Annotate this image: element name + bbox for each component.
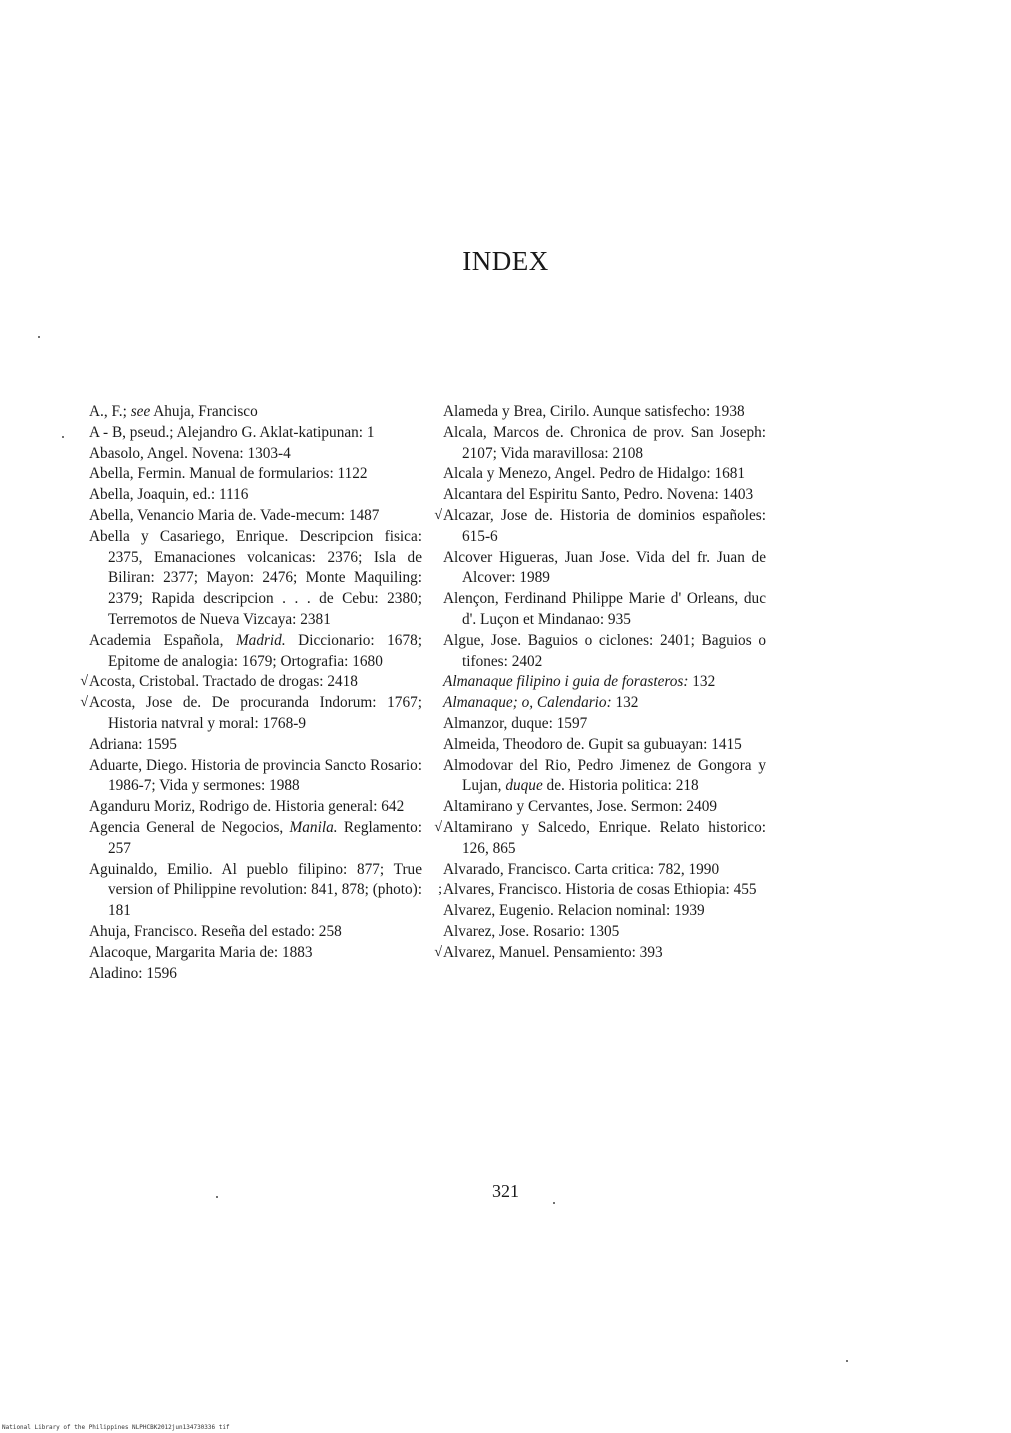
index-entry [443,693,766,714]
index-entry [443,548,766,590]
index-entry [89,485,422,506]
index-entry [443,672,766,693]
scan-footer: National Library of the Philippines NLPHCBK2012jun134730336 tif [2,1424,230,1431]
index-entry-text: Aladino: 1596 [89,964,177,982]
index-entry-text: Abella, Joaquin, ed.: 1116 [89,486,249,504]
index-entry [443,631,766,673]
scan-speck [216,1196,218,1198]
index-column-left [80,402,422,984]
index-entry [89,818,422,860]
index-entry-text: Alvares, Francisco. Historia de cosas Ethiopia: 455 [443,881,757,899]
index-entry [80,672,422,693]
index-entry-text: Agencia General de Negocios, Manila. Reglamento: 257 [89,818,422,857]
index-entry [443,589,766,631]
index-entry [89,527,422,631]
index-entry-text: Altamirano y Cervantes, Jose. Sermon: 2409 [443,798,718,816]
index-entry-text: Alcantara del Espiritu Santo, Pedro. Novena: 1403 [443,486,754,504]
index-entry [443,464,766,485]
index-entry-text: Alvarez, Manuel. Pensamiento: 393 [443,943,663,961]
index-entry [443,402,766,423]
index-entry [89,423,422,444]
index-entry [89,922,422,943]
index-entry [443,922,766,943]
index-entry-text: Alacoque, Margarita Maria de: 1883 [89,943,313,961]
index-entry [89,506,422,527]
check-mark-annotation: √ [80,695,88,711]
index-entry [89,756,422,798]
index-entry [80,693,422,735]
index-entry [434,818,766,860]
index-entry [443,860,766,881]
index-entry [434,506,766,548]
index-entry [443,735,766,756]
index-entry-text: Algue, Jose. Baguios o ciclones: 2401; Baguios o tifones: 2402 [443,631,766,670]
page-number: 321 [492,1181,519,1201]
index-entry [443,756,766,798]
index-entry-text: Adriana: 1595 [89,735,177,753]
check-mark-annotation: √ [434,819,442,835]
index-entry [89,631,422,673]
index-entry [89,797,422,818]
index-entry-text: Alvarez, Eugenio. Relacion nominal: 1939 [443,902,705,920]
page-title: INDEX [462,246,549,276]
index-entry-text: Almanaque; o, Calendario: 132 [443,694,639,712]
index-entry-text: Alcover Higueras, Juan Jose. Vida del fr. Juan de Alcover: 1989 [443,548,766,587]
index-entry-text: Alameda y Brea, Cirilo. Aunque satisfecho: 1938 [443,403,745,420]
index-entry-text: Alcala y Menezo, Angel. Pedro de Hidalgo: 1681 [443,465,746,483]
scan-speck [38,336,40,338]
index-entry-text: A., F.; see Ahuja, Francisco [89,403,258,420]
index-entry [443,423,766,465]
index-entry-text: Abella y Casariego, Enrique. Descripcion fisica: 2375, Emanaciones volcanicas: 2376; Isla de Biliran: 2377; Mayon: 2476; Monte Maquiling: 2379; Rapida descripcion . . . de Cebu: 2380; Terremotos de Nueva Vizcaya: 2381 [89,527,422,628]
check-mark-annotation: ; [438,882,442,898]
scan-speck [62,436,64,438]
index-entry [89,735,422,756]
index-entry-text: Acosta, Cristobal. Tractado de drogas: 2418 [89,673,358,691]
index-entry-text: Almeida, Theodoro de. Gupit sa gubuayan: 1415 [443,735,742,753]
index-entry-text: Abella, Fermin. Manual de formularios: 1122 [89,465,368,483]
index-entry [443,714,766,735]
index-entry-text: Altamirano y Salcedo, Enrique. Relato historico: 126, 865 [443,818,766,857]
index-entry [434,943,766,964]
index-entry [89,943,422,964]
scan-speck [846,1360,848,1362]
index-entry [89,860,422,922]
index-entry [438,880,766,901]
index-entry-text: Almanzor, duque: 1597 [443,714,588,732]
index-entry [443,485,766,506]
index-entry [89,964,422,985]
index-entry [89,464,422,485]
index-entry-text: Acosta, Jose de. De procuranda Indorum: 1767; Historia natvral y moral: 1768-9 [89,694,422,732]
index-entry-text: A - B, pseud.; Alejandro G. Aklat-katipunan: 1 [89,423,375,441]
index-entry-text: Almodovar del Rio, Pedro Jimenez de Gongora y Lujan, duque de. Historia politica: 218 [443,756,766,795]
index-entry-text: Abasolo, Angel. Novena: 1303-4 [89,444,291,462]
index-entry-text: Ahuja, Francisco. Reseña del estado: 258 [89,922,342,940]
index-entry-text: Abella, Venancio Maria de. Vade-mecum: 1487 [89,506,380,524]
index-entry [443,797,766,818]
index-entry-text: Alcazar, Jose de. Historia de dominios españoles: 615-6 [443,506,766,545]
index-entry-text: Alvarado, Francisco. Carta critica: 782, 1990 [443,860,720,878]
index-entry [443,901,766,922]
index-entry [89,444,422,465]
index-column-right [434,402,766,964]
index-entry-text: Alençon, Ferdinand Philippe Marie d' Orleans, duc d'. Luçon et Mindanao: 935 [443,590,766,628]
index-entry-text: Academia Española, Madrid. Diccionario: 1678; Epitome de analogia: 1679; Ortografia: 1680 [89,631,422,670]
check-mark-annotation: √ [434,507,442,523]
index-entry [89,402,422,423]
index-entry-text: Aguinaldo, Emilio. Al pueblo filipino: 877; True version of Philippine revolution: 841, 878; (photo): 181 [89,860,422,920]
index-entry-text: Almanaque filipino i guia de forasteros: 132 [443,673,716,691]
index-entry-text: Alcala, Marcos de. Chronica de prov. San Joseph: 2107; Vida maravillosa: 2108 [443,423,766,462]
index-entry-text: Aduarte, Diego. Historia de provincia Sancto Rosario: 1986-7; Vida y sermones: 1988 [89,756,422,795]
index-entry-text: Alvarez, Jose. Rosario: 1305 [443,922,620,940]
scan-speck [553,1202,555,1204]
check-mark-annotation: √ [434,944,442,960]
check-mark-annotation: √ [80,674,88,690]
index-entry-text: Aganduru Moriz, Rodrigo de. Historia general: 642 [89,798,405,816]
